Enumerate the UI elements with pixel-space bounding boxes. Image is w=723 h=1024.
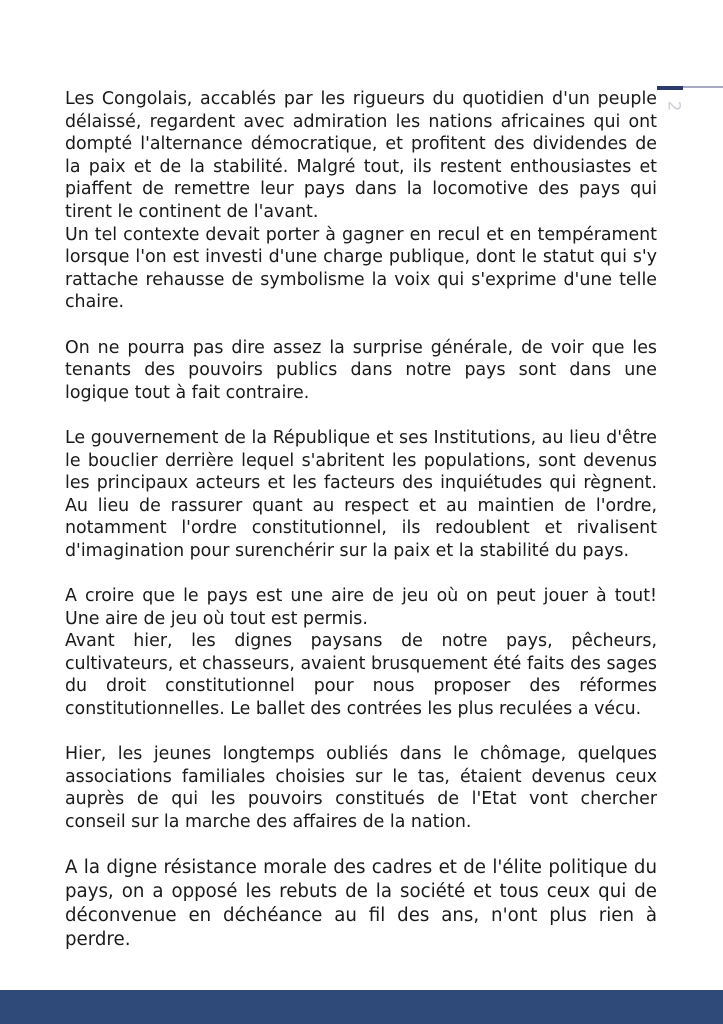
footer-band <box>0 990 723 1024</box>
paragraph-1: Les Congolais, accablés par les rigueurs du quotidien d'un peuple délaissé, regardent avec admiration les nations africaines qui ont dompté l'alternance démocratique, et profitent des dividendes de la paix et de la stabilité. Malgré tout, ils restent enthousiastes et piaffent de remettre leur pays dans la locomotive des pays qui tirent le continent de l'avant. <box>65 89 657 222</box>
paragraph-2: Un tel contexte devait porter à gagner en recul et en tempérament lorsque l'on est investi d'une charge publique, dont le statut qui s'y rattache rehausse de symbolisme la voix qui s'exprime d'une telle chaire. <box>65 224 657 313</box>
paragraph-3: On ne pourra pas dire assez la surprise générale, de voir que les tenants des pouvoirs publics dans notre pays sont dans une logique tout à fait contraire. <box>65 337 657 403</box>
paragraph-7: Hier, les jeunes longtemps oubliés dans le chômage, quelques associations familiales choisies sur le tas, étaient devenus ceux auprès de qui les pouvoirs constitués de l'Etat vont chercher conseil sur la marche des affaires de la nation. <box>65 744 657 832</box>
paragraph-8: A la digne résistance morale des cadres et de l'élite politique du pays, on a opposé les rebuts de la société et tous ceux qui de déconvenue en déchéance au fil des ans, n'ont plus rien à perdre. <box>65 857 657 951</box>
paragraph-5: A croire que le pays est une aire de jeu où on peut jouer à tout! Une aire de jeu où tout est permis. <box>65 586 657 629</box>
document-body <box>65 88 657 952</box>
paragraph-4: Le gouvernement de la République et ses Institutions, au lieu d'être le bouclier derrière lequel s'abritent les populations, sont devenus les principaux acteurs et les facteurs des inquiétudes qui règnent. Au lieu de rassurer quant au respect et au maintien de l'ordre, notamment l'ordre constitutionnel, ils redoublent et rivalisent d'imagination pour surenchérir sur la paix et la stabilité du pays. <box>65 427 657 561</box>
page-number: 2 <box>663 100 684 112</box>
paragraph-6: Avant hier, les dignes paysans de notre pays, pêcheurs, cultivateurs, et chasseurs, avaient brusquement été faits des sages du droit constitutionnel pour nous proposer des réformes constitutionnelles. Le ballet des contrées les plus reculées a vécu. <box>65 631 657 720</box>
page-marker-accent <box>657 86 683 90</box>
